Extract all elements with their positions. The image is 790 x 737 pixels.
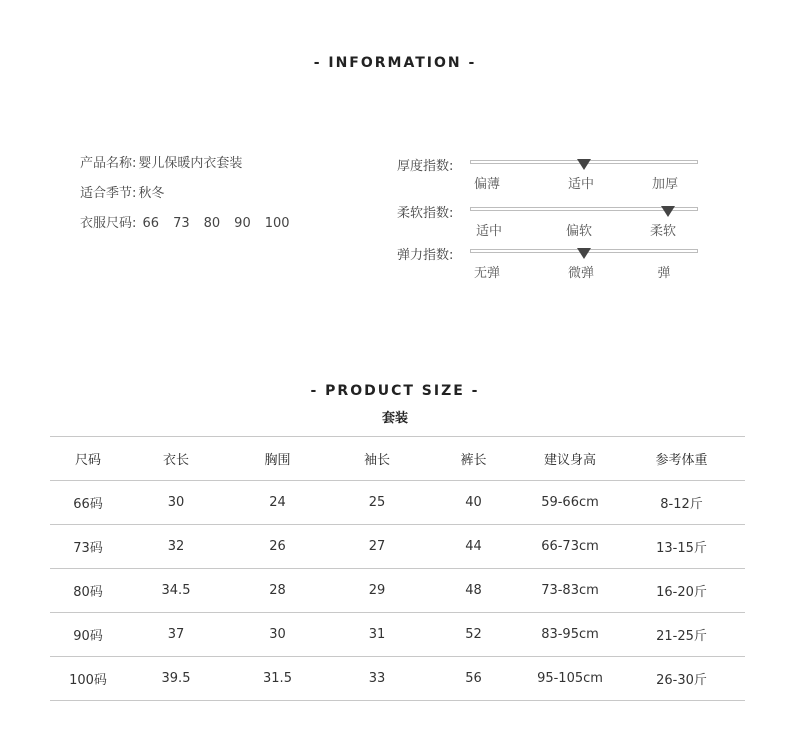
table-row (50, 613, 745, 657)
meter-label: 柔软指数: (397, 206, 454, 221)
meter-marker-icon (661, 206, 675, 217)
spec-sizes (138, 216, 303, 231)
meter-option: 加厚 (651, 177, 679, 192)
meter-option: 适中 (475, 224, 503, 239)
table-cell: 83-95cm (522, 613, 618, 657)
spec-value: 秋冬 (138, 186, 165, 201)
table-cell: 37 (126, 613, 226, 657)
table-cell: 28 (226, 569, 329, 613)
table-cell: 73-83cm (522, 569, 618, 613)
meter-track (470, 249, 698, 253)
table-cell: 21-25斤 (618, 613, 745, 657)
meter-label: 弹力指数: (397, 248, 454, 263)
information-title: - INFORMATION - (313, 55, 477, 71)
table-cell: 39.5 (126, 657, 226, 701)
meter-track (470, 207, 698, 211)
table-cell: 80码 (50, 569, 126, 613)
table-header-row (50, 437, 745, 481)
table-cell: 30 (226, 613, 329, 657)
meter-marker-icon (577, 159, 591, 170)
column-header: 胸围 (226, 437, 329, 481)
meter-elasticity (397, 244, 707, 290)
table-cell: 31 (329, 613, 425, 657)
size-value: 73 (173, 216, 190, 231)
table-cell: 8-12斤 (618, 481, 745, 525)
spec-label: 产品名称: (80, 156, 137, 171)
table-cell: 32 (126, 525, 226, 569)
meter-option: 柔软 (649, 224, 677, 239)
meter-option: 无弹 (473, 266, 501, 281)
table-row (50, 525, 745, 569)
table-cell: 100码 (50, 657, 126, 701)
table-cell: 44 (425, 525, 522, 569)
table-cell: 26 (226, 525, 329, 569)
table-cell: 29 (329, 569, 425, 613)
meter-option: 偏薄 (473, 177, 501, 192)
meter-option: 偏软 (565, 224, 593, 239)
meter-marker-icon (577, 248, 591, 259)
table-cell: 66-73cm (522, 525, 618, 569)
spec-row-name (80, 154, 304, 184)
column-header: 尺码 (50, 437, 126, 481)
table-row (50, 657, 745, 701)
meter-thickness (397, 155, 707, 201)
column-header: 衣长 (126, 437, 226, 481)
table-cell: 33 (329, 657, 425, 701)
size-value: 80 (203, 216, 221, 231)
meter-option: 适中 (567, 177, 595, 192)
table-row (50, 481, 745, 525)
spec-value: 婴儿保暖内衣套装 (138, 156, 243, 171)
size-value: 66 (142, 216, 160, 231)
table-cell: 34.5 (126, 569, 226, 613)
size-value: 90 (234, 216, 251, 231)
spec-label: 衣服尺码: (80, 216, 137, 231)
spec-label: 适合季节: (80, 186, 137, 201)
meter-option: 微弹 (567, 266, 595, 281)
table-cell: 13-15斤 (618, 525, 745, 569)
column-header: 袖长 (329, 437, 425, 481)
table-cell: 95-105cm (522, 657, 618, 701)
table-cell: 66码 (50, 481, 126, 525)
table-cell: 90码 (50, 613, 126, 657)
meter-track (470, 160, 698, 164)
meter-label: 厚度指数: (397, 159, 454, 174)
size-value: 100 (264, 216, 290, 231)
meter-option: 弹 (657, 266, 671, 281)
table-cell: 27 (329, 525, 425, 569)
table-cell: 25 (329, 481, 425, 525)
spec-list (80, 154, 304, 244)
table-cell: 30 (126, 481, 226, 525)
table-cell: 16-20斤 (618, 569, 745, 613)
meter-softness (397, 202, 707, 248)
table-cell: 52 (425, 613, 522, 657)
table-cell: 56 (425, 657, 522, 701)
spec-row-sizes (80, 214, 304, 244)
table-cell: 26-30斤 (618, 657, 745, 701)
table-cell: 48 (425, 569, 522, 613)
column-header: 参考体重 (618, 437, 745, 481)
column-header: 裤长 (425, 437, 522, 481)
table-cell: 73码 (50, 525, 126, 569)
table-row (50, 569, 745, 613)
product-size-subtitle: 套装 (381, 411, 408, 426)
column-header: 建议身高 (522, 437, 618, 481)
size-table (50, 436, 745, 701)
table-cell: 40 (425, 481, 522, 525)
table-cell: 31.5 (226, 657, 329, 701)
table-cell: 59-66cm (522, 481, 618, 525)
product-size-title: - PRODUCT SIZE - (310, 383, 480, 399)
spec-row-season (80, 184, 304, 214)
table-cell: 24 (226, 481, 329, 525)
